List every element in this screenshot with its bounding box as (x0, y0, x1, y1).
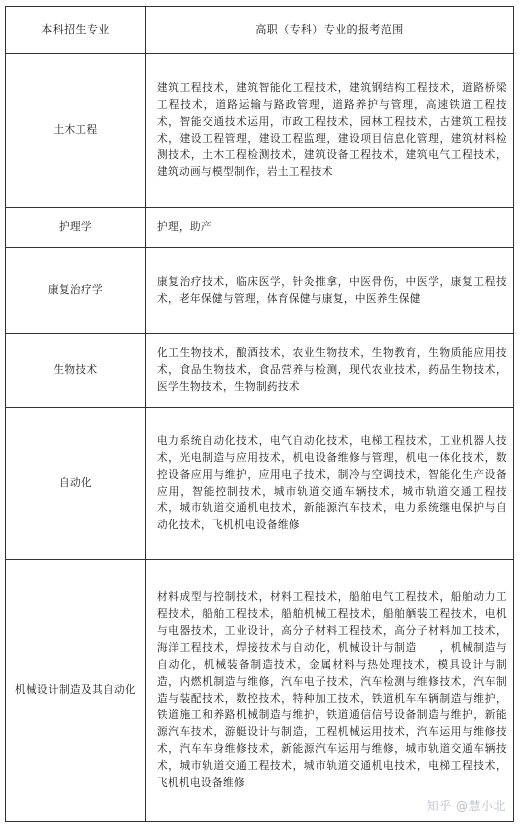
table-row (6, 248, 514, 334)
scope-text: 护理，助产 (146, 208, 514, 248)
scope-text: 材料成型与控制技术，材料工程技术，船舶电气工程技术，船舶动力工程技术，船舶工程技术，船舶机械工程技术，船舶舾装工程技术，电机与电器技术，工业设计，高分子材料工程技术，高分子材料加工技术，海洋工程技术，焊接技术与自动化，机械设计与制造 ，机械制造与自动化，机械装备制造技术，金属材料与热处理技术，模具设计与制造，内燃机制造与维修，汽车电子技术，汽车检测与维修技术，汽车制造与装配技术，数控技术，特种加工技术，铁道机车车辆制造与维护，铁道施工和养路机械制造与维护，铁道通信信号设备制造与维护，新能源汽车技术，游艇设计与制造，工程机械运用技术，汽车运用与维修技术，汽车车身维修技术，新能源汽车运用与维修，城市轨道交通车辆技术，城市轨道交通工程技术，城市轨道交通机电技术，电梯工程技术，飞机机电设备维修 (146, 560, 514, 822)
table-row (6, 54, 514, 208)
major-name: 机械设计制造及其自动化 (6, 560, 146, 822)
major-name: 护理学 (6, 208, 146, 248)
header-major: 本科招生专业 (6, 7, 146, 54)
scope-text: 建筑工程技术，建筑智能化工程技术，建筑钢结构工程技术，道路桥梁工程技术，道路运输与路政管理，道路养护与管理，高速铁道工程技术，智能交通技术运用，市政工程技术，园林工程技术，古建筑工程技术，建设工程管理，建设工程监理，建设项目信息化管理，建筑材料检测技术，土木工程检测技术，建筑设备工程技术，建筑电气工程技术，建筑动画与模型制作，岩土工程技术 (146, 54, 514, 208)
table-header-row (6, 7, 514, 54)
header-scope: 高职（专科）专业的报考范围 (146, 7, 514, 54)
major-name: 康复治疗学 (6, 248, 146, 334)
table-row (6, 334, 514, 408)
major-scope-table (5, 6, 514, 822)
scope-text: 电力系统自动化技术，电气自动化技术，电梯工程技术，工业机器人技术，光电制造与应用技术，机电设备维修与管理，机电一体化技术，数控设备应用与维护，应用电子技术，制冷与空调技术，智能化生产设备应用，智能控制技术，城市轨道交通车辆技术，城市轨道交通工程技术，城市轨道交通机电技术，新能源汽车技术，电力系统继电保护与自动化技术，飞机机电设备维修 (146, 408, 514, 560)
table-row (6, 408, 514, 560)
scope-text: 化工生物技术，酿酒技术，农业生物技术，生物教育，生物质能应用技术，食品生物技术，食品营养与检测，现代农业技术，药品生物技术，医学生物技术，生物制药技术 (146, 334, 514, 408)
major-name: 生物技术 (6, 334, 146, 408)
table-row (6, 208, 514, 248)
table-row (6, 560, 514, 822)
watermark: 知乎 @慧小北 (426, 799, 506, 813)
major-name: 自动化 (6, 408, 146, 560)
major-name: 土木工程 (6, 54, 146, 208)
scope-text: 康复治疗技术，临床医学，针灸推拿，中医骨伤，中医学，康复工程技术，老年保健与管理，体育保健与康复，中医养生保健 (146, 248, 514, 334)
